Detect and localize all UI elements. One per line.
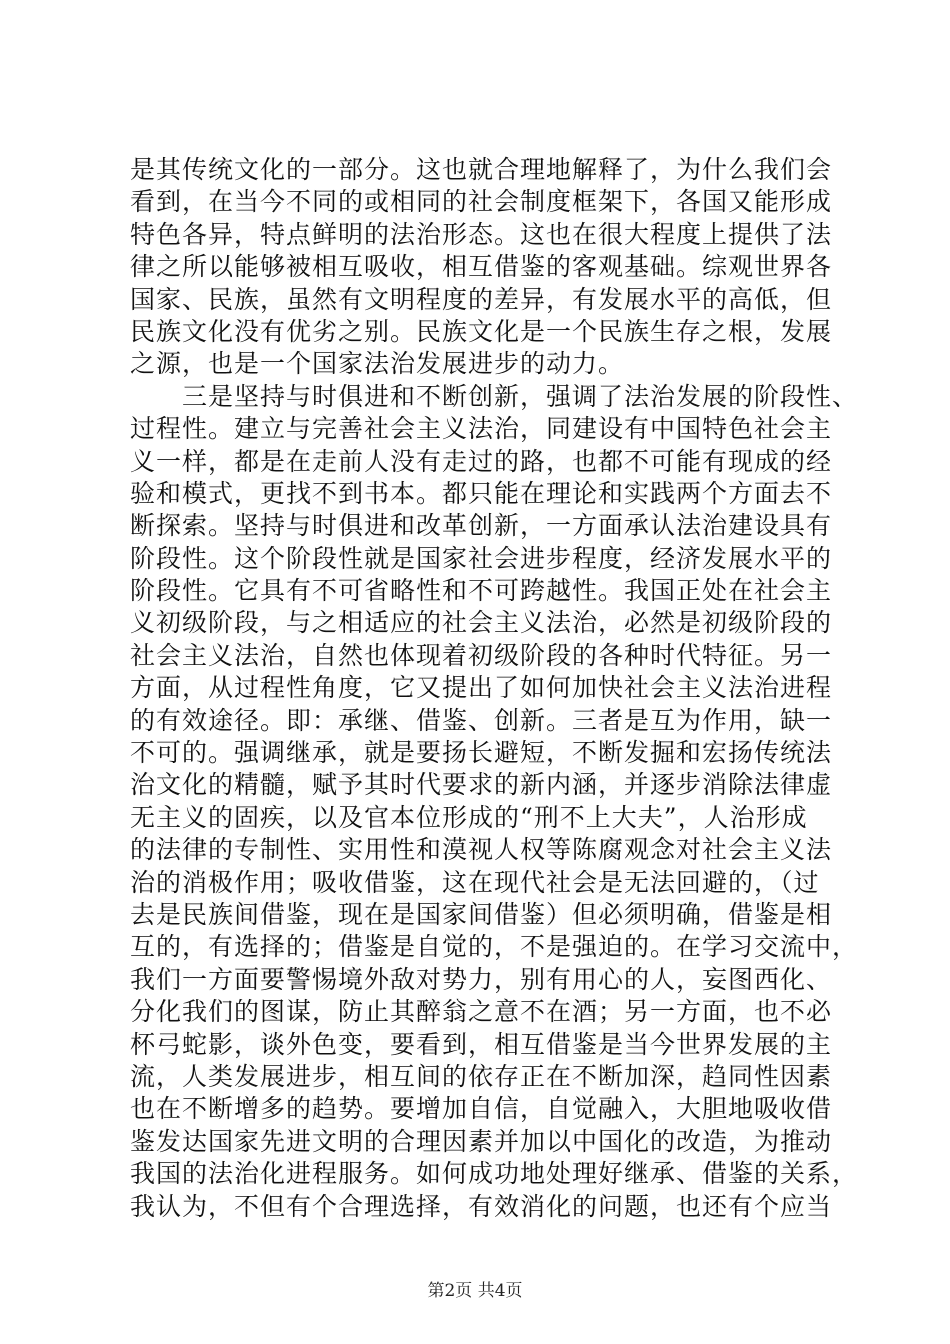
text-line: 验和模式，更找不到书本。都只能在理论和实践两个方面去不: [130, 478, 833, 508]
text-line: 阶段性。它具有不可省略性和不可跨越性。我国正处在社会主: [130, 576, 833, 606]
text-line: 流，人类发展进步，相互间的依存正在不断加深，趋同性因素: [130, 1061, 833, 1091]
text-line: 我认为，不但有个合理选择，有效消化的问题，也还有个应当: [130, 1191, 833, 1221]
text-line: 的法律的专制性、实用性和漠视人权等陈腐观念对社会主义法: [130, 835, 833, 865]
text-line: 方面，从过程性角度，它又提出了如何加快社会主义法治进程: [130, 673, 833, 703]
text-line: 义初级阶段，与之相适应的社会主义法治，必然是初级阶段的: [130, 608, 833, 638]
text-line: 看到，在当今不同的或相同的社会制度框架下，各国又能形成: [130, 187, 833, 217]
text-line: 是其传统文化的一部分。这也就合理地解释了，为什么我们会: [130, 155, 833, 184]
text-line: 的有效途径。即：承继、借鉴、创新。三者是互为作用，缺一: [130, 705, 833, 735]
document-body: [130, 154, 859, 1223]
text-line: 无主义的固疾，以及官本位形成的“刑不上大夫”，人治形成: [130, 802, 808, 832]
text-line: 去是民族间借鉴，现在是国家间借鉴）但必须明确，借鉴是相: [130, 899, 833, 929]
text-line: 我们一方面要警惕境外敌对势力，别有用心的人，妄图西化、: [130, 964, 833, 994]
text-line: 治文化的精髓，赋予其时代要求的新内涵，并逐步消除法律虚: [130, 770, 833, 800]
text-line: 民族文化没有优劣之别。民族文化是一个民族生存之根，发展: [130, 316, 833, 346]
text-line: 我国的法治化进程服务。如何成功地处理好继承、借鉴的关系，: [130, 1159, 859, 1189]
page-number-footer: 第2页 共4页: [427, 1281, 523, 1301]
paragraph-first-line: 三是坚持与时俱进和不断创新，强调了法治发展的阶段性、: [182, 381, 859, 411]
text-line: 也在不断增多的趋势。要增加自信，自觉融入，大胆地吸收借: [130, 1094, 833, 1124]
text-line: 不可的。强调继承，就是要扬长避短，不断发掘和宏扬传统法: [130, 738, 833, 768]
text-line: 特色各异，特点鲜明的法治形态。这也在很大程度上提供了法: [130, 219, 833, 249]
text-line: 国家、民族，虽然有文明程度的差异，有发展水平的高低，但: [130, 284, 833, 314]
text-line: 义一样，都是在走前人没有走过的路，也都不可能有现成的经: [130, 446, 833, 476]
text-line: 治的消极作用；吸收借鉴，这在现代社会是无法回避的，（过: [130, 867, 820, 897]
text-line: 过程性。建立与完善社会主义法治，同建设有中国特色社会主: [130, 414, 833, 444]
text-line: 阶段性。这个阶段性就是国家社会进步程度，经济发展水平的: [130, 543, 833, 573]
text-line: 断探索。坚持与时俱进和改革创新，一方面承认法治建设具有: [130, 511, 833, 541]
text-line: 之源，也是一个国家法治发展进步的动力。: [130, 349, 625, 379]
text-line: 杯弓蛇影，谈外色变，要看到，相互借鉴是当今世界发展的主: [130, 1029, 833, 1059]
text-line: 鉴发达国家先进文明的合理因素并加以中国化的改造，为推动: [130, 1126, 833, 1156]
text-line: 律之所以能够被相互吸收，相互借鉴的客观基础。综观世界各: [130, 252, 833, 282]
text-line: 互的，有选择的；借鉴是自觉的，不是强迫的。在学习交流中，: [130, 932, 859, 962]
text-line: 社会主义法治，自然也体现着初级阶段的各种时代特征。另一: [130, 640, 833, 670]
text-line: 分化我们的图谋，防止其醉翁之意不在酒；另一方面，也不必: [130, 997, 833, 1027]
